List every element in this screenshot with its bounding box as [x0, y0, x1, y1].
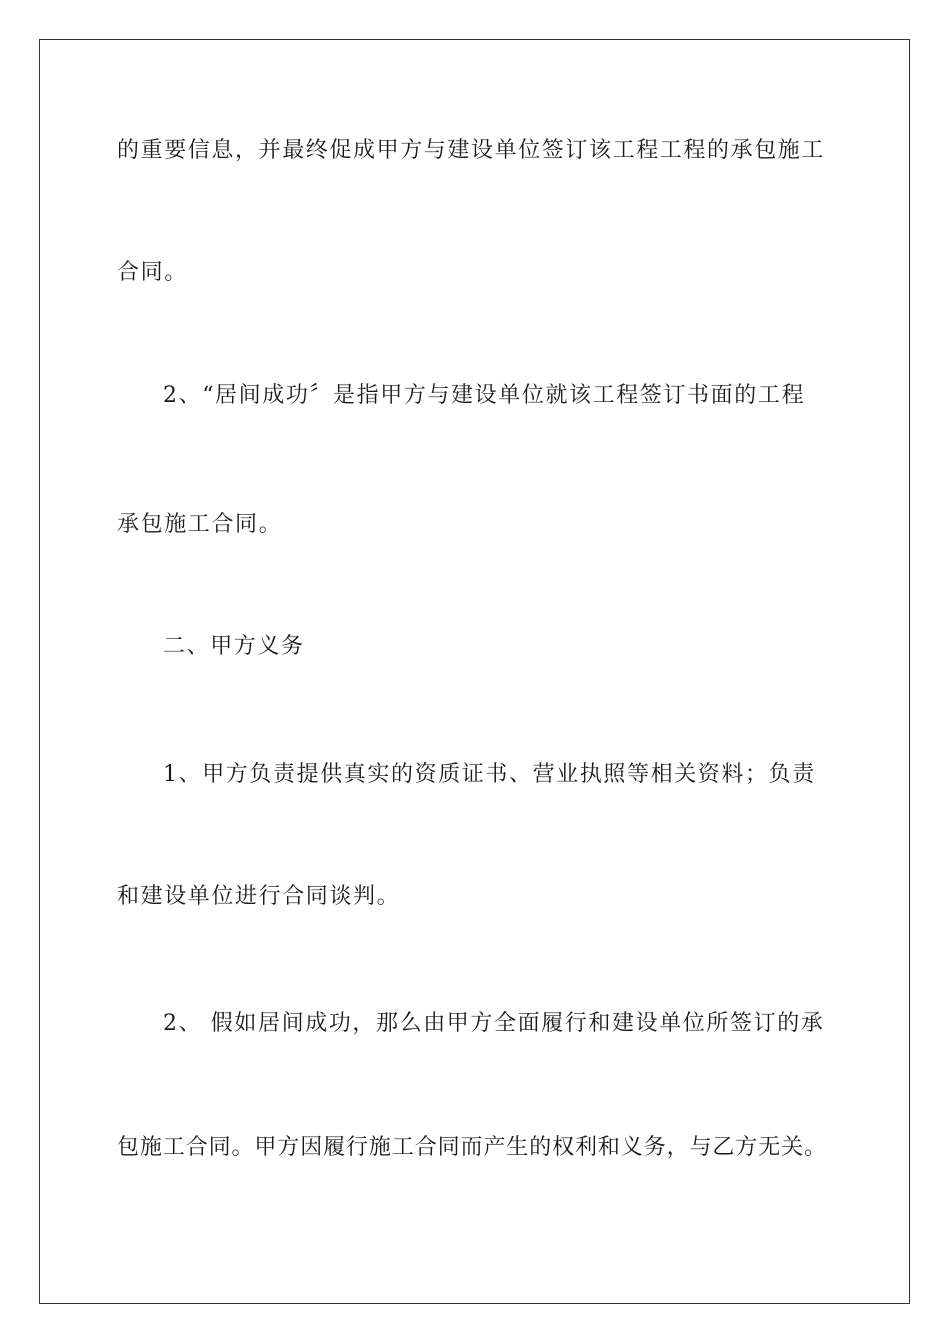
page-frame [39, 39, 910, 1304]
text-line-6: 1、甲方负责提供真实的资质证书、营业执照等相关资料；负责 [163, 762, 816, 787]
section-heading: 二、甲方义务 [163, 634, 305, 659]
text-line-8: 2、 假如居间成功，那么由甲方全面履行和建设单位所签订的承 [163, 1011, 825, 1036]
text-line-7: 和建设单位进行合同谈判。 [117, 884, 401, 909]
text-line-9: 包施工合同。甲方因履行施工合同而产生的权利和义务，与乙方无关。 [117, 1135, 827, 1160]
text-line-1: 的重要信息，并最终促成甲方与建设单位签订该工程工程的承包施工 [117, 138, 826, 163]
text-line-2: 合同。 [117, 260, 188, 285]
text-line-4: 承包施工合同。 [117, 512, 283, 537]
text-line-3: 2、“居间成功〞是指甲方与建设单位就该工程签订书面的工程 [163, 383, 806, 408]
